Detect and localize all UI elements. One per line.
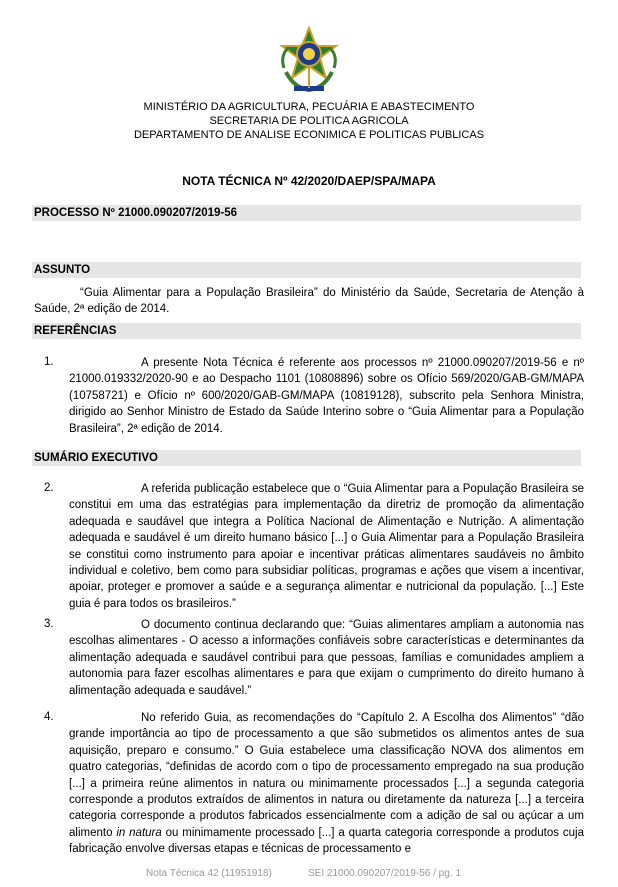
paragraph-2-text: A referida publicação estabelece que o “Guia Alimentar para a População Brasileira se constitui em uma das estratégias para implementação da diretriz de promoção da alimentação adequada e saudável que integra a Política Nacional de Alimentação e Nutrição. A alimentação adequada e saudável é um direito humano básico [...] o Guia Alimentar para a População Brasileira se constitui como instrumento para apoiar e incentivar práticas alimentares saudáveis no âmbito individual e coletivo, bem como para subsidiar políticas, programas e ações que visem a incentivar, apoiar, proteger e promover a saúde e a segurança alimentar e nutricional da população. [...] Este guia é para todos os brasileiros.” xyxy=(69,483,584,610)
header-secretariat: SECRETARIA DE POLITICA AGRICOLA xyxy=(209,115,409,127)
processo-bar: PROCESSO Nº 21000.090207/2019-56 xyxy=(32,205,581,221)
footer-process-page: SEI 21000.090207/2019-56 / pg. 1 xyxy=(308,868,461,879)
footer-document-id: Nota Técnica 42 (11951918) xyxy=(146,868,272,879)
paragraph-3 xyxy=(69,617,584,699)
paragraph-4-text-b: ou minimamente processado [...] a quarta categoria corresponde a produtos cuja fabricação envolve diversas etapas e técnicas de processamento e xyxy=(69,826,584,856)
paragraph-4-text-a: No referido Guia, as recomendações do “Capítulo 2. A Escolha dos Alimentos” “dão grande importância ao tipo de processamento a que são submetidos os alimentos antes de sua aquisição, preparo e consumo.” O Guia estabelece uma classificação NOVA dos alimentos em quatro categorias, “definidas de acordo com o tipo de processamento empregado na sua produção [...] a primeira reúne alimentos in natura ou minimamente processados [...] a segunda categoria corresponde a produtos extraídos de alimentos in natura ou diretamente da natureza [...] a terceira categoria corresponde a produtos fabricados essencialmente com a adição de sal ou açúcar a um alimento xyxy=(69,712,584,839)
header-ministry: MINISTÉRIO DA AGRICULTURA, PECUÁRIA E ABASTECIMENTO xyxy=(143,101,475,113)
item-number: 4. xyxy=(44,711,54,723)
paragraph-1-text: A presente Nota Técnica é referente aos processos nº 21000.090207/2019-56 e nº 21000.019332/2020-90 e ao Despacho 1101 (10808896) sobre os Ofício 569/2020/GAB-GM/MAPA (10758721) e Ofício nº 600/2020/GAB-GM/MAPA (10819128), subscrito pela Senhora Ministra, dirigido ao Senhor Ministro de Estado da Saúde Interino sobre o “Guia Alimentar para a População Brasileira”, 2ª edição de 2014. xyxy=(69,357,584,435)
paragraph-4-italic: in natura xyxy=(116,826,162,839)
sumario-heading: SUMÁRIO EXECUTIVO xyxy=(32,450,581,466)
document-title: NOTA TÉCNICA Nº 42/2020/DAEP/SPA/MAPA xyxy=(182,174,436,188)
paragraph-3-text: O documento continua declarando que: “Guias alimentares ampliam a autonomia nas escolhas alimentares - O acesso a informações confiáveis sobre características e determinantes da alimentação adequada e saudável contribui para que pessoas, famílias e comunidades ampliem a autonomia para fazer escolhas alimentares e para que exijam o cumprimento do direito humano à alimentação adequada e saudável.” xyxy=(69,619,584,697)
assunto-heading: ASSUNTO xyxy=(32,262,581,278)
coat-of-arms-emblem xyxy=(276,26,342,96)
paragraph-2 xyxy=(69,481,584,612)
assunto-body: “Guia Alimentar para a População Brasileira” do Ministério da Saúde, Secretaria de Atenção à Saúde, 2ª edição de 2014. xyxy=(34,287,584,316)
paragraph-1 xyxy=(69,355,584,437)
assunto-text xyxy=(34,285,584,318)
paragraph-4 xyxy=(69,710,584,858)
item-number: 2. xyxy=(44,482,54,494)
referencias-heading: REFERÊNCIAS xyxy=(32,323,581,339)
item-number: 3. xyxy=(44,618,54,630)
header-department: DEPARTAMENTO DE ANALISE ECONIMICA E POLITICAS PUBLICAS xyxy=(133,129,485,141)
item-number: 1. xyxy=(44,356,54,368)
